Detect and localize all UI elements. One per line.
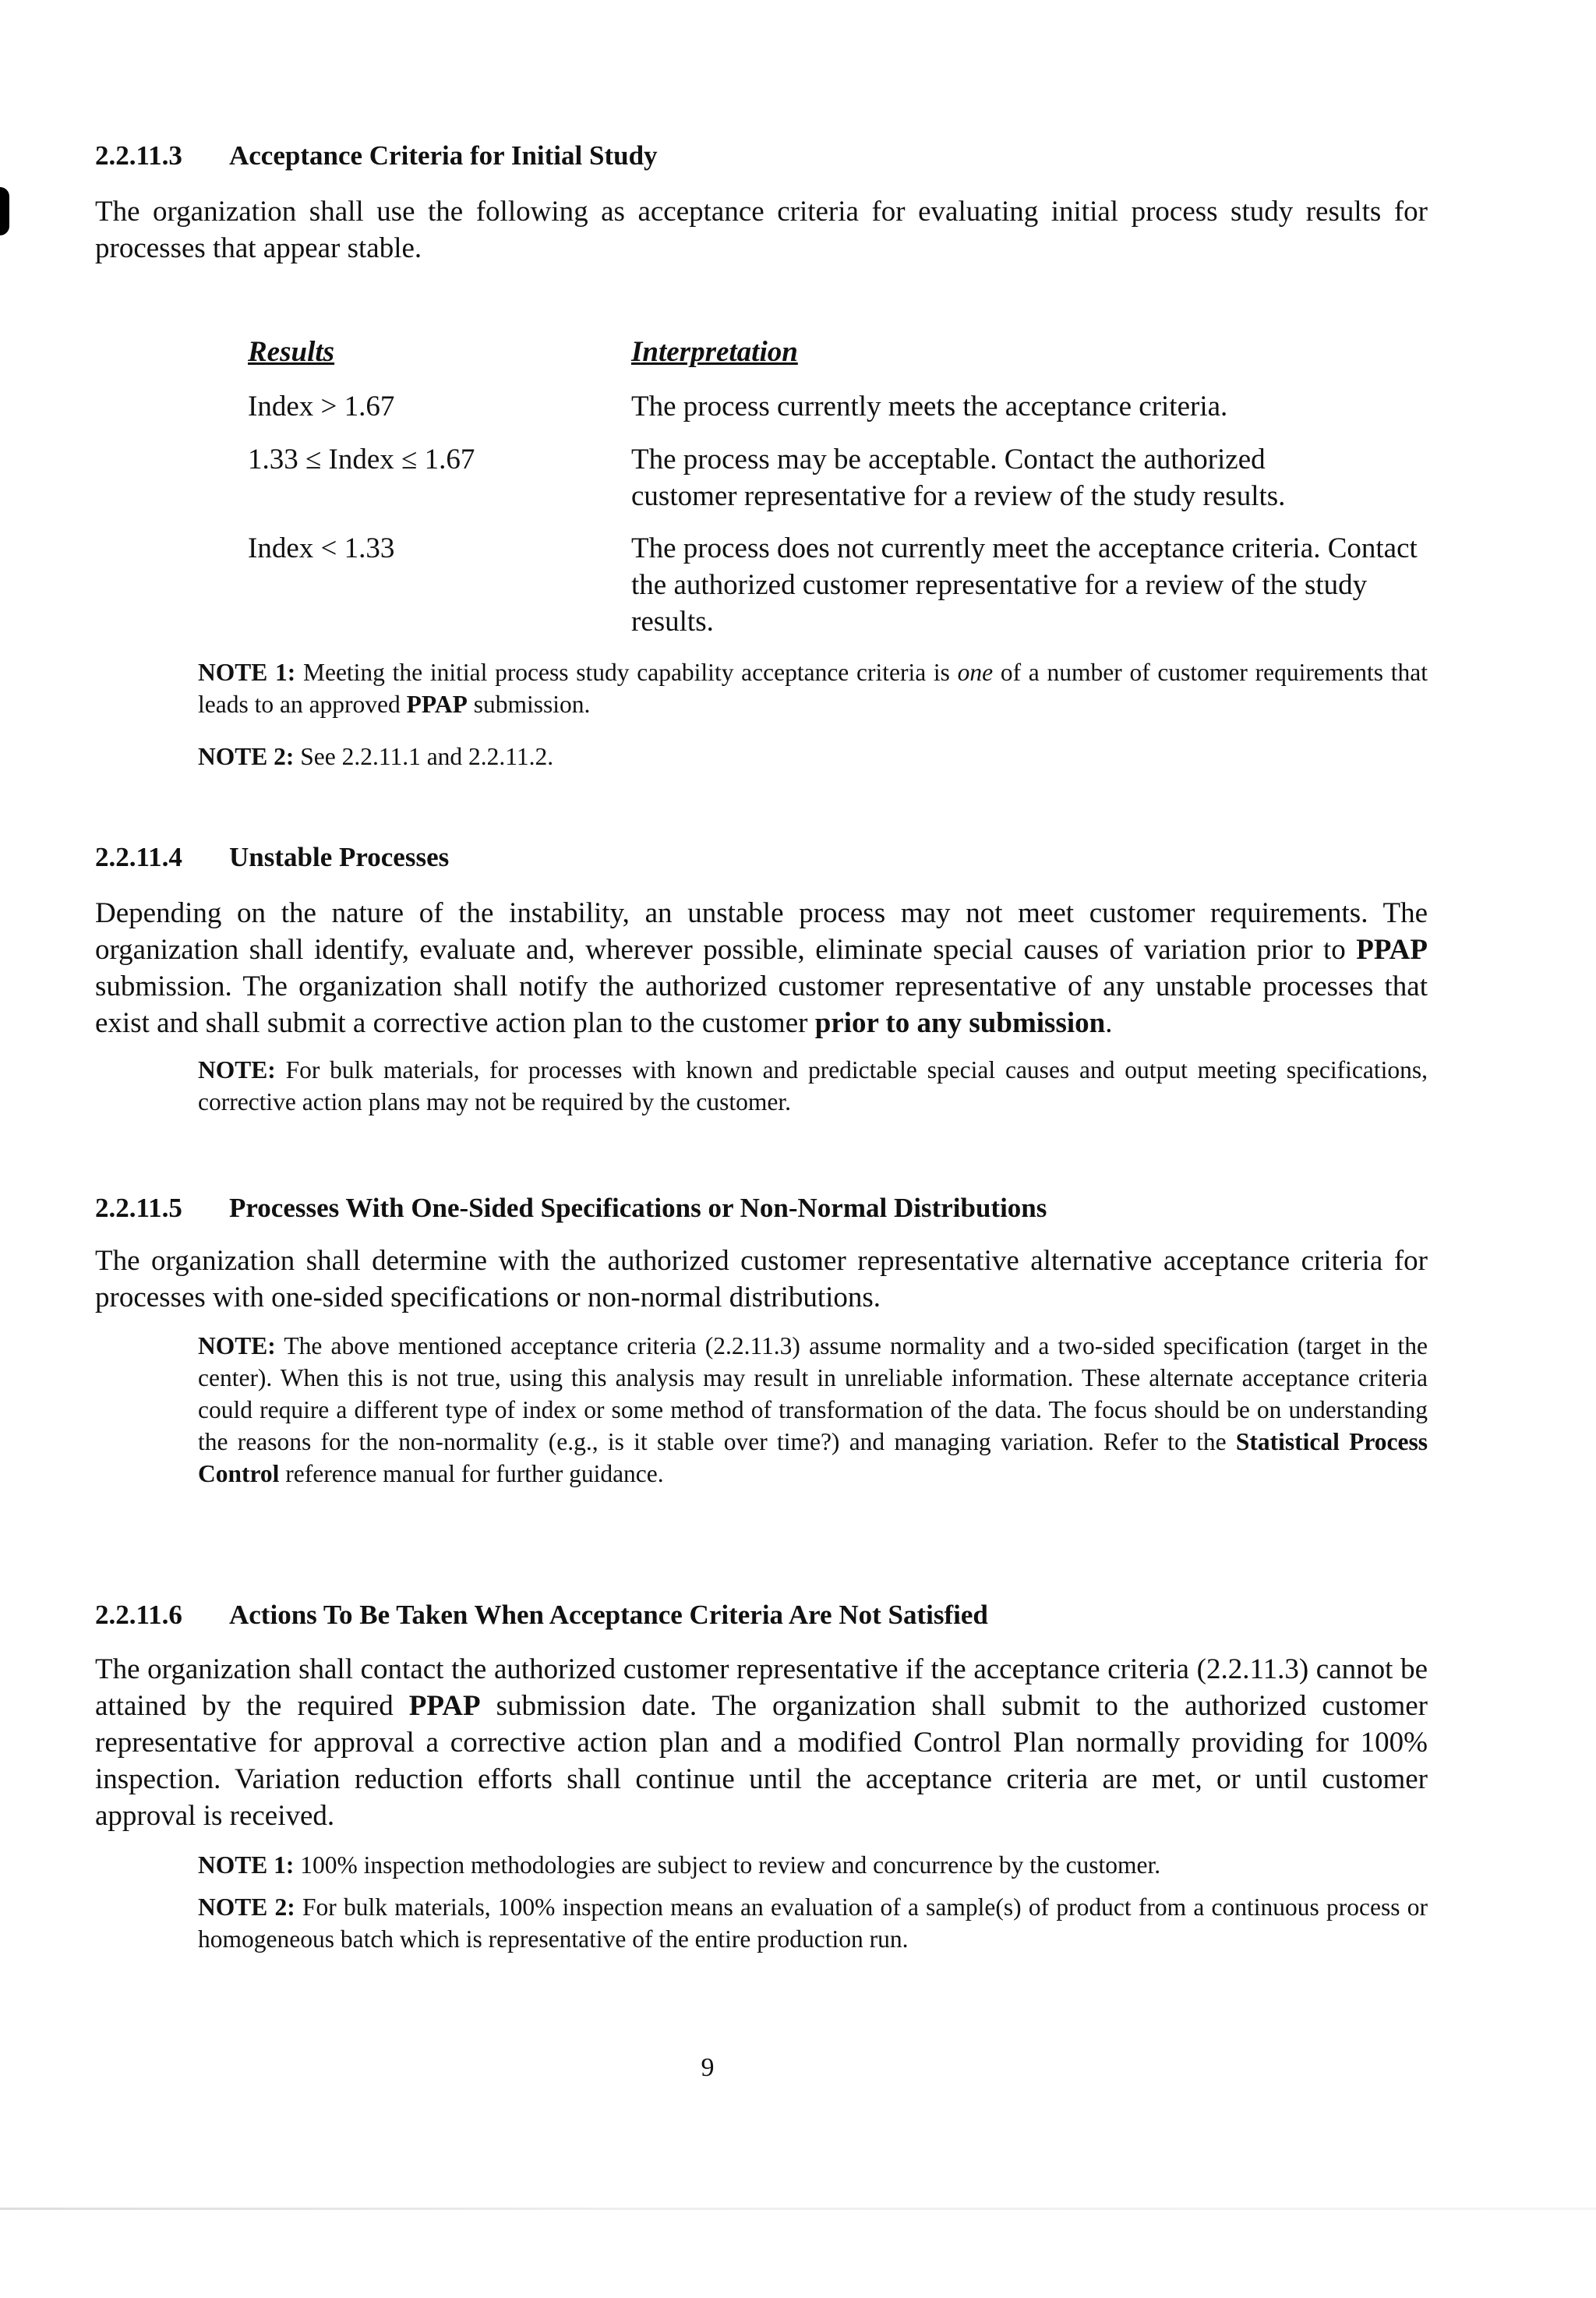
table-cell-result: Index > 1.67 <box>248 391 395 422</box>
note-1 <box>198 656 1428 720</box>
table-cell-interpretation: The process does not currently meet the acceptance criteria. Contact the authorized customer representative for a review of the study results. <box>631 532 1418 638</box>
body-text: Depending on the nature of the instability, an unstable process may not meet customer requirements. The organization shall identify, evaluate and, wherever possible, eliminate special causes of variation prior to <box>95 897 1428 966</box>
body-text: submission. The organization shall notify the authorized customer representative of any unstable processes that exist and shall submit a corrective action plan to the customer <box>95 970 1428 1039</box>
section-heading-2-2-11-3 <box>95 140 658 171</box>
scan-artifact-line <box>0 2208 1596 2210</box>
body-text: submission date. The organization shall submit to the authorized customer representative for approval a corrective action plan and a modified Control Plan normally providing for 100% inspection. Variation reduction efforts shall continue until the acceptance criteria are met, or until customer approval is received. <box>95 1690 1428 1832</box>
body-text: The organization shall contact the authorized customer representative if the acceptance criteria (2.2.11.3) cannot be attained by the required <box>95 1653 1428 1722</box>
section-title: Actions To Be Taken When Acceptance Criteria Are Not Satisfied <box>229 1600 988 1630</box>
section-title: Unstable Processes <box>229 842 450 872</box>
note-text: reference manual for further guidance. <box>279 1460 664 1487</box>
section-heading-2-2-11-5 <box>95 1193 1047 1224</box>
note-2 <box>198 1891 1428 1955</box>
note-label: NOTE 1: <box>198 1851 295 1879</box>
section-heading-2-2-11-6 <box>95 1600 988 1631</box>
note-label: NOTE 1: <box>198 659 296 686</box>
section-body <box>95 1651 1428 1834</box>
note-bold-term: PPAP <box>406 691 468 718</box>
scan-binding-mark <box>0 187 9 235</box>
section-body: The organization shall determine with the authorized customer representative alternative acceptance criteria for processes with one-sided specifications or non-normal distributions. <box>95 1245 1428 1313</box>
note <box>198 1330 1428 1490</box>
table-cell-interpretation: The process may be acceptable. Contact the authorized customer representative for a review of the study results. <box>631 444 1286 512</box>
note-emphasis: one <box>957 659 994 686</box>
section-body <box>95 895 1428 1041</box>
table-header-interpretation: Interpretation <box>631 336 798 368</box>
page-number: 9 <box>701 2053 715 2082</box>
note-label: NOTE: <box>198 1056 276 1084</box>
bold-term: PPAP <box>408 1690 481 1722</box>
note-text: For bulk materials, for processes with known and predictable special causes and output meeting specifications, corrective action plans may not be required by the customer. <box>198 1056 1428 1115</box>
bold-term: prior to any submission <box>814 1007 1106 1039</box>
note-label: NOTE: <box>198 1332 276 1359</box>
section-body: The organization shall use the following as acceptance criteria for evaluating initial process study results for processes that appear stable. <box>95 196 1428 264</box>
note-text: See 2.2.11.1 and 2.2.11.2. <box>294 743 554 770</box>
note-text: submission. <box>467 691 591 718</box>
table-cell-result: Index < 1.33 <box>248 532 395 564</box>
note-text: The above mentioned acceptance criteria (2.2.11.3) assume normality and a two-sided specification (target in the center). When this is not true, using this analysis may result in unreliable information. These alternate acceptance criteria could require a different type of index or some method of transformation of the data. The focus should be on understanding the reasons for the non-normality (e.g., is it stable over time?) and managing variation. Refer to the <box>198 1332 1428 1455</box>
table-cell-result: 1.33 ≤ Index ≤ 1.67 <box>248 444 475 476</box>
bold-term: PPAP <box>1356 934 1428 966</box>
section-number: 2.2.11.6 <box>95 1600 182 1630</box>
body-text: . <box>1105 1007 1113 1039</box>
note-label: NOTE 2: <box>198 1893 295 1921</box>
note-2 <box>198 741 1428 772</box>
note-bold-term: Statistical Process Control <box>198 1428 1428 1487</box>
table-cell-interpretation: The process currently meets the acceptance criteria. <box>631 391 1228 422</box>
note-text: Meeting the initial process study capability acceptance criteria is <box>295 659 958 686</box>
section-title: Processes With One-Sided Specifications or Non-Normal Distributions <box>229 1193 1047 1223</box>
table-header-results: Results <box>248 336 335 368</box>
note-text: 100% inspection methodologies are subject to review and concurrence by the customer. <box>294 1851 1161 1879</box>
section-number: 2.2.11.5 <box>95 1193 182 1223</box>
note-label: NOTE 2: <box>198 743 295 770</box>
note-1 <box>198 1849 1428 1881</box>
section-number: 2.2.11.4 <box>95 842 182 872</box>
section-number: 2.2.11.3 <box>95 140 182 171</box>
note <box>198 1054 1428 1118</box>
note-text: of a number of customer requirements that leads to an approved <box>198 659 1428 718</box>
section-title: Acceptance Criteria for Initial Study <box>229 140 658 171</box>
note-text: For bulk materials, 100% inspection means an evaluation of a sample(s) of product from a continuous process or homogeneous batch which is representative of the entire production run. <box>198 1893 1428 1953</box>
section-heading-2-2-11-4 <box>95 842 449 873</box>
